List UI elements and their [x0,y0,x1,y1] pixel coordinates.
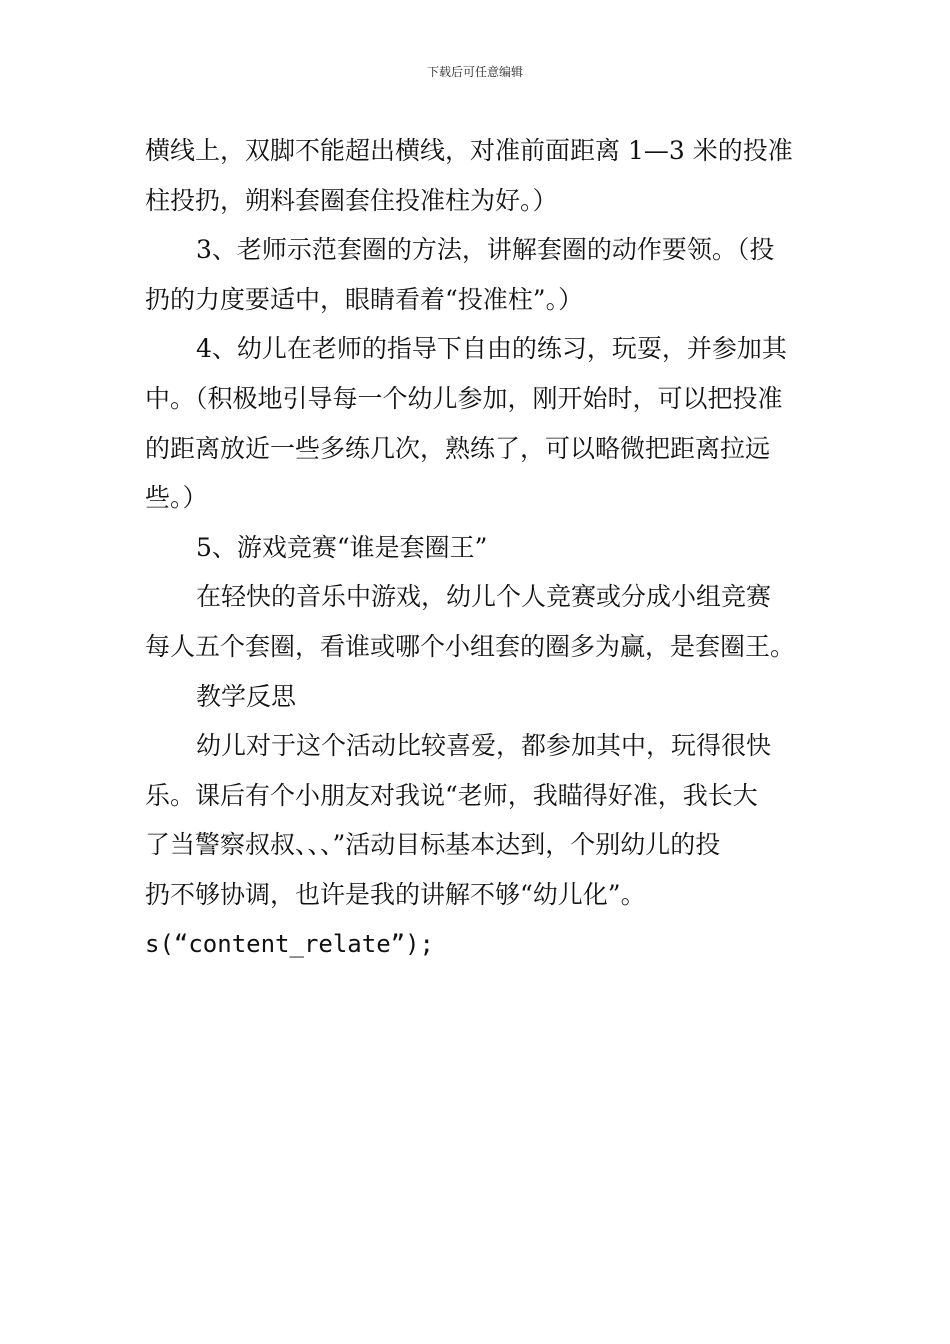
text-line: 扔的力度要适中，眼睛看着“投准柱”。） [145,284,584,314]
text-line: 乐。课后有个小朋友对我说“老师，我瞄得好准，我长大 [145,780,758,810]
text-line: 幼儿对于这个活动比较喜爱，都参加其中，玩得很快 [196,731,772,761]
text-line: 4、幼儿在老师的指导下自由的练习，玩耍，并参加其 [196,334,787,364]
text-line: 横线上，双脚不能超出横线，对准前面距离 1—3 米的投准 [145,136,793,165]
document-body [145,126,810,969]
text-line: 些。） [145,483,208,513]
code-snippet: s(“content_relate”); [145,929,434,958]
text-line: 3、老师示范套圈的方法，讲解套圈的动作要领。（投 [196,235,775,265]
text-line: 了当警察叔叔、、、”活动目标基本达到，个别幼儿的投 [145,830,721,860]
page-header-note: 下载后可任意编辑 [426,65,523,79]
text-line: 中。（积极地引导每一个幼儿参加，刚开始时，可以把投准 [145,383,783,413]
text-line: 每人五个套圈，看谁或哪个小组套的圈多为赢，是套圈王。 [145,631,796,661]
section-heading: 教学反思 [196,681,297,711]
text-line: 的距离放近一些多练几次，熟练了，可以略微把距离拉远 [145,433,771,463]
text-line: 扔不够协调，也许是我的讲解不够“幼儿化”。 [145,879,646,909]
text-line: 柱投扔，朔料套圈套住投准柱为好。） [145,185,558,215]
text-line: 在轻快的音乐中游戏，幼儿个人竞赛或分成小组竞赛 [196,582,772,612]
section-heading: 5、游戏竞赛“谁是套圈王” [196,532,488,562]
